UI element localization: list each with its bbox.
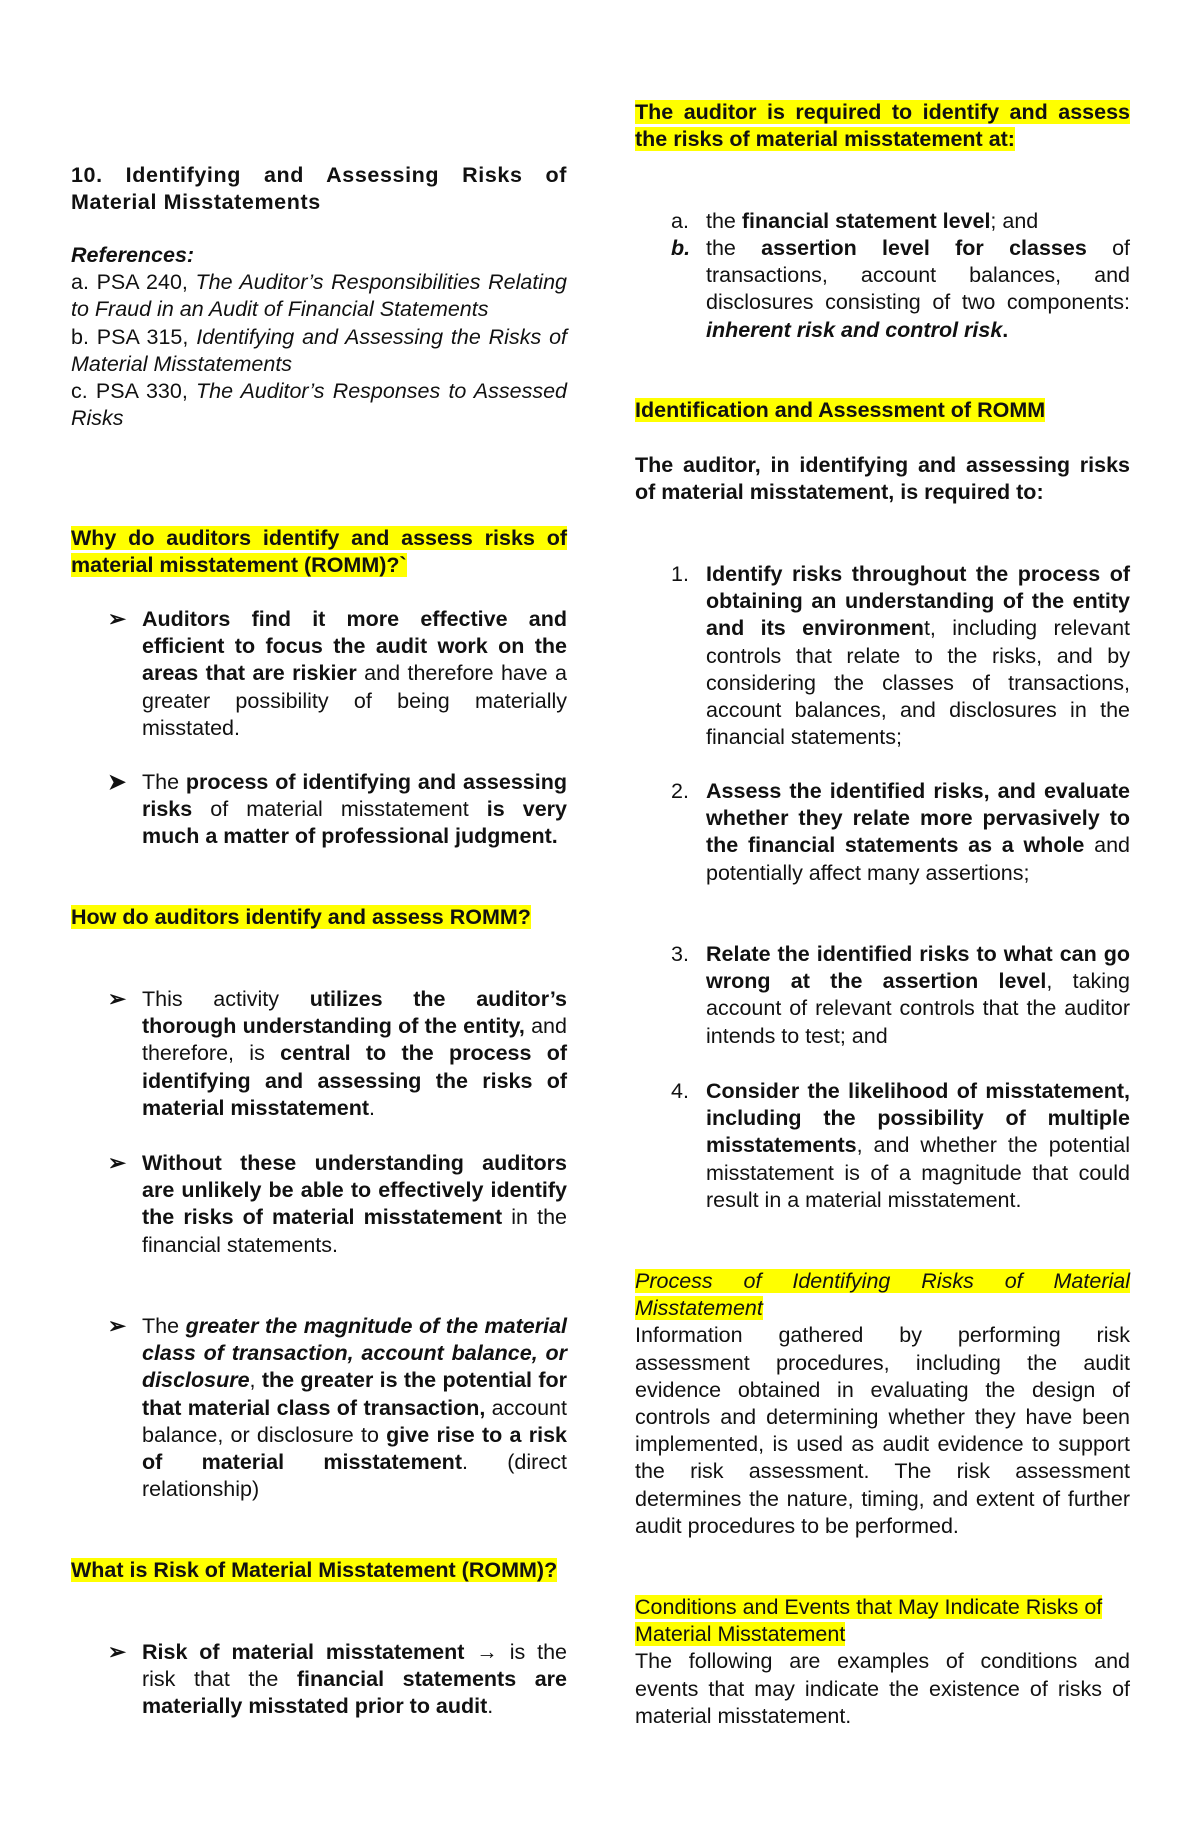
- list-number: 1.: [671, 562, 689, 586]
- reference-item: a. PSA 240, The Auditor’s Responsibilities Relating to Fraud in an Audit of Financial Statements: [71, 270, 567, 322]
- list-item: 2. Assess the identified risks, and evaluate whether they relate more pervasively to the financial statements as a whole and potentially affect many assertions;: [671, 779, 1130, 885]
- identification-intro: The auditor, in identifying and assessing risks of material misstatement, is required to:: [635, 453, 1130, 505]
- arrowhead-bullet-icon: ➤: [108, 770, 127, 794]
- list-item: 1. Identify risks throughout the process of obtaining an understanding of the entity and its environment, including relevant controls that relate to the risks, and by considering the classes of transactions, account balances, and disclosures in the financial statements;: [671, 562, 1130, 750]
- process-text: Information gathered by performing risk assessment procedures, including the audit evidence obtained in evaluating the design of controls and determining whether they have been implemented, is used as audit evidence to support the risk assessment. The risk assessment determines the nature, timing, and extent of further audit procedures to be performed.: [635, 1323, 1130, 1538]
- what-heading: What is Risk of Material Misstatement (ROMM)?: [71, 1558, 558, 1582]
- list-item: a. the financial statement level; and: [635, 208, 1130, 235]
- list-letter: a.: [671, 209, 689, 233]
- right-arrow-icon: →: [464, 1640, 510, 1664]
- list-item: 3. Relate the identified risks to what can go wrong at the assertion level, taking account of relevant controls that the auditor intends to test; and: [671, 942, 1130, 1048]
- reference-item: c. PSA 330, The Auditor’s Responses to Assessed Risks: [71, 379, 568, 431]
- conditions-block: [635, 1594, 1130, 1730]
- references-block: [71, 242, 567, 432]
- list-item: b. the assertion level for classes of transactions, account balances, and disclosures consisting of two components: inherent risk and control risk.: [671, 236, 1131, 342]
- list-number: 2.: [671, 779, 689, 803]
- list-number: 3.: [671, 942, 689, 966]
- why-heading: Why do auditors identify and assess risks of material misstatement (ROMM)?`: [71, 526, 567, 578]
- list-number: 4.: [671, 1079, 689, 1103]
- list-item: ➢ The greater the magnitude of the material class of transaction, account balance, or disclosure, the greater is the potential for that material class of transaction, account balance, or disclosure to give rise to a risk of material misstatement. (direct relationship): [108, 1314, 568, 1502]
- how-heading: How do auditors identify and assess ROMM?: [71, 905, 531, 929]
- arrowhead-bullet-icon: ➢: [108, 607, 127, 631]
- arrowhead-bullet-icon: ➢: [108, 1151, 127, 1175]
- references-heading: References:: [71, 243, 195, 267]
- conditions-text: The following are examples of conditions and events that may indicate the existence of risks of material misstatement.: [635, 1649, 1130, 1728]
- section-title: 10. Identifying and Assessing Risks of Material Misstatements: [71, 163, 567, 215]
- required-heading: The auditor is required to identify and assess the risks of material misstatement at:: [635, 100, 1130, 152]
- list-letter: b.: [671, 236, 691, 260]
- arrowhead-bullet-icon: ➢: [108, 987, 127, 1011]
- arrowhead-bullet-icon: ➢: [108, 1640, 127, 1664]
- list-item: ➤ The process of identifying and assessing risks of material misstatement is very much a matter of professional judgment.: [108, 770, 567, 849]
- list-item: 4. Consider the likelihood of misstatement, including the possibility of multiple misstatements, and whether the potential misstatement is of a magnitude that could result in a material misstatement.: [671, 1079, 1130, 1212]
- list-item: ➢ Auditors find it more effective and efficient to focus the audit work on the areas that are riskier and therefore have a greater possibility of being materially misstated.: [108, 607, 567, 740]
- process-block: [635, 1268, 1130, 1540]
- conditions-heading: Conditions and Events that May Indicate Risks of Material Misstatement: [635, 1595, 1103, 1647]
- list-item: ➢ Risk of material misstatement → is the risk that the financial statements are materially misstated prior to audit.: [108, 1640, 567, 1719]
- identification-heading: Identification and Assessment of ROMM: [635, 398, 1046, 422]
- process-heading: Process of Identifying Risks of Material Misstatement: [635, 1269, 1130, 1321]
- arrowhead-bullet-icon: ➢: [108, 1314, 127, 1338]
- list-item: ➢ This activity utilizes the auditor’s thorough understanding of the entity, and therefore, is central to the process of identifying and assessing the risks of material misstatement.: [108, 987, 568, 1120]
- list-item: ➢ Without these understanding auditors are unlikely be able to effectively identify the risks of material misstatement in the financial statements.: [108, 1151, 567, 1257]
- reference-item: b. PSA 315, Identifying and Assessing the Risks of Material Misstatements: [71, 324, 568, 376]
